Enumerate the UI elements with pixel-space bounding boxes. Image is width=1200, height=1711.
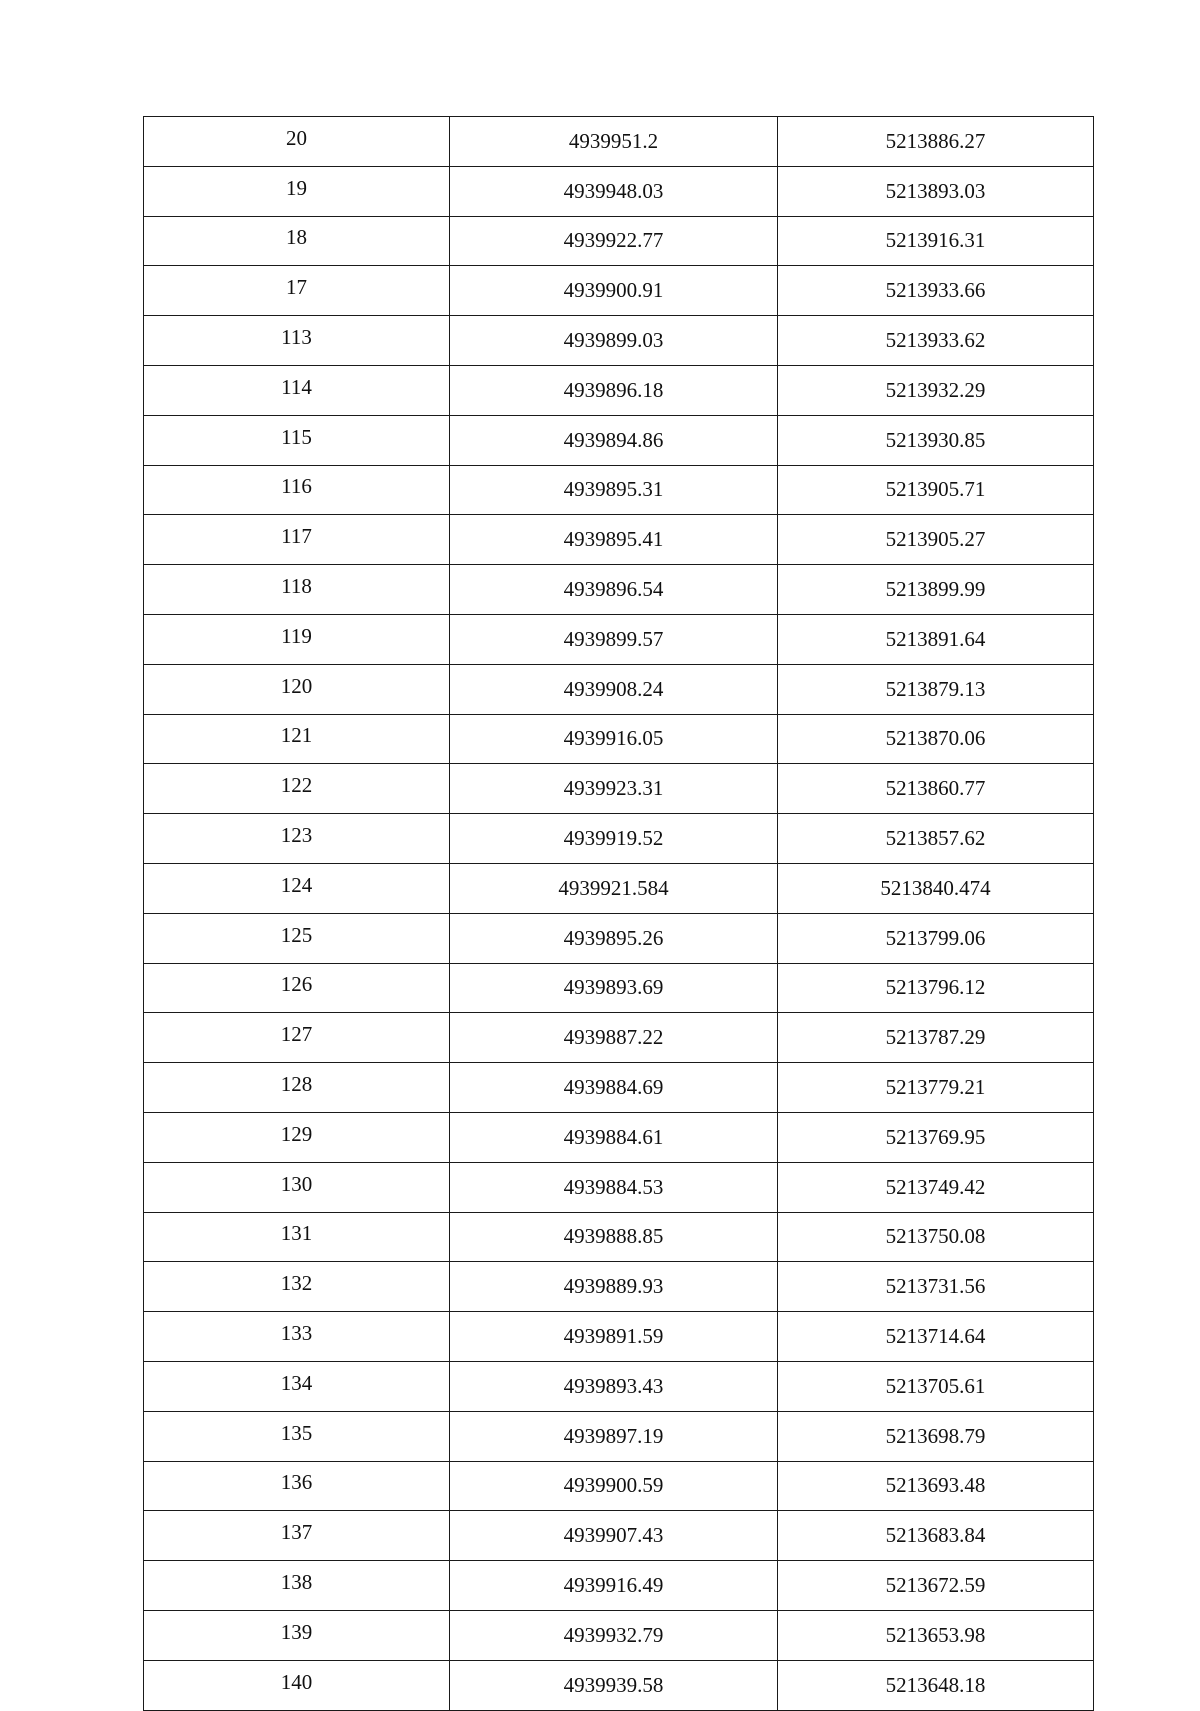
x-coordinate-cell: 4939894.86 — [450, 415, 778, 465]
point-id-cell: 20 — [144, 117, 450, 167]
y-coordinate-cell: 5213796.12 — [778, 963, 1094, 1013]
table-row — [144, 117, 1094, 167]
y-coordinate-cell: 5213905.27 — [778, 515, 1094, 565]
table-row — [144, 1361, 1094, 1411]
x-coordinate-cell: 4939916.49 — [450, 1561, 778, 1611]
x-coordinate-cell: 4939893.43 — [450, 1361, 778, 1411]
point-id-cell: 129 — [144, 1112, 450, 1162]
y-coordinate-cell: 5213860.77 — [778, 764, 1094, 814]
y-coordinate-cell: 5213891.64 — [778, 614, 1094, 664]
table-row — [144, 814, 1094, 864]
table-row — [144, 1262, 1094, 1312]
point-id-cell: 119 — [144, 614, 450, 664]
x-coordinate-cell: 4939884.53 — [450, 1162, 778, 1212]
point-id-cell: 138 — [144, 1561, 450, 1611]
x-coordinate-cell: 4939922.77 — [450, 216, 778, 266]
table-row — [144, 1660, 1094, 1710]
y-coordinate-cell: 5213933.66 — [778, 266, 1094, 316]
point-id-cell: 132 — [144, 1262, 450, 1312]
y-coordinate-cell: 5213714.64 — [778, 1312, 1094, 1362]
x-coordinate-cell: 4939932.79 — [450, 1610, 778, 1660]
x-coordinate-cell: 4939889.93 — [450, 1262, 778, 1312]
x-coordinate-cell: 4939888.85 — [450, 1212, 778, 1262]
x-coordinate-cell: 4939896.54 — [450, 565, 778, 615]
point-id-cell: 123 — [144, 814, 450, 864]
y-coordinate-cell: 5213930.85 — [778, 415, 1094, 465]
y-coordinate-cell: 5213886.27 — [778, 117, 1094, 167]
x-coordinate-cell: 4939895.31 — [450, 465, 778, 515]
table-row — [144, 1411, 1094, 1461]
y-coordinate-cell: 5213899.99 — [778, 565, 1094, 615]
point-id-cell: 133 — [144, 1312, 450, 1362]
table-row — [144, 963, 1094, 1013]
point-id-cell: 17 — [144, 266, 450, 316]
y-coordinate-cell: 5213683.84 — [778, 1511, 1094, 1561]
y-coordinate-cell: 5213840.474 — [778, 863, 1094, 913]
point-id-cell: 139 — [144, 1610, 450, 1660]
y-coordinate-cell: 5213879.13 — [778, 664, 1094, 714]
table-row — [144, 565, 1094, 615]
x-coordinate-cell: 4939887.22 — [450, 1013, 778, 1063]
point-id-cell: 118 — [144, 565, 450, 615]
y-coordinate-cell: 5213698.79 — [778, 1411, 1094, 1461]
x-coordinate-cell: 4939908.24 — [450, 664, 778, 714]
x-coordinate-cell: 4939951.2 — [450, 117, 778, 167]
point-id-cell: 116 — [144, 465, 450, 515]
point-id-cell: 125 — [144, 913, 450, 963]
x-coordinate-cell: 4939884.69 — [450, 1063, 778, 1113]
table-row — [144, 266, 1094, 316]
point-id-cell: 130 — [144, 1162, 450, 1212]
table-row — [144, 365, 1094, 415]
x-coordinate-cell: 4939899.03 — [450, 316, 778, 366]
y-coordinate-cell: 5213932.29 — [778, 365, 1094, 415]
coordinate-table — [143, 116, 1094, 1711]
x-coordinate-cell: 4939948.03 — [450, 166, 778, 216]
x-coordinate-cell: 4939895.26 — [450, 913, 778, 963]
table-row — [144, 1063, 1094, 1113]
x-coordinate-cell: 4939884.61 — [450, 1112, 778, 1162]
y-coordinate-cell: 5213750.08 — [778, 1212, 1094, 1262]
x-coordinate-cell: 4939895.41 — [450, 515, 778, 565]
table-row — [144, 415, 1094, 465]
y-coordinate-cell: 5213916.31 — [778, 216, 1094, 266]
x-coordinate-cell: 4939896.18 — [450, 365, 778, 415]
x-coordinate-cell: 4939900.91 — [450, 266, 778, 316]
y-coordinate-cell: 5213648.18 — [778, 1660, 1094, 1710]
table-row — [144, 465, 1094, 515]
x-coordinate-cell: 4939893.69 — [450, 963, 778, 1013]
y-coordinate-cell: 5213705.61 — [778, 1361, 1094, 1411]
y-coordinate-cell: 5213693.48 — [778, 1461, 1094, 1511]
table-row — [144, 166, 1094, 216]
point-id-cell: 19 — [144, 166, 450, 216]
point-id-cell: 135 — [144, 1411, 450, 1461]
x-coordinate-cell: 4939891.59 — [450, 1312, 778, 1362]
table-row — [144, 1610, 1094, 1660]
x-coordinate-cell: 4939921.584 — [450, 863, 778, 913]
point-id-cell: 127 — [144, 1013, 450, 1063]
table-row — [144, 1312, 1094, 1362]
table-row — [144, 614, 1094, 664]
table-row — [144, 764, 1094, 814]
point-id-cell: 117 — [144, 515, 450, 565]
x-coordinate-cell: 4939897.19 — [450, 1411, 778, 1461]
table-row — [144, 1461, 1094, 1511]
y-coordinate-cell: 5213905.71 — [778, 465, 1094, 515]
y-coordinate-cell: 5213799.06 — [778, 913, 1094, 963]
point-id-cell: 134 — [144, 1361, 450, 1411]
point-id-cell: 120 — [144, 664, 450, 714]
point-id-cell: 140 — [144, 1660, 450, 1710]
y-coordinate-cell: 5213857.62 — [778, 814, 1094, 864]
x-coordinate-cell: 4939900.59 — [450, 1461, 778, 1511]
point-id-cell: 137 — [144, 1511, 450, 1561]
x-coordinate-cell: 4939919.52 — [450, 814, 778, 864]
point-id-cell: 131 — [144, 1212, 450, 1262]
table-row — [144, 714, 1094, 764]
y-coordinate-cell: 5213787.29 — [778, 1013, 1094, 1063]
table-row — [144, 1013, 1094, 1063]
table-row — [144, 1212, 1094, 1262]
point-id-cell: 18 — [144, 216, 450, 266]
table-row — [144, 515, 1094, 565]
table-row — [144, 863, 1094, 913]
point-id-cell: 136 — [144, 1461, 450, 1511]
point-id-cell: 121 — [144, 714, 450, 764]
x-coordinate-cell: 4939939.58 — [450, 1660, 778, 1710]
y-coordinate-cell: 5213870.06 — [778, 714, 1094, 764]
point-id-cell: 126 — [144, 963, 450, 1013]
point-id-cell: 113 — [144, 316, 450, 366]
y-coordinate-cell: 5213653.98 — [778, 1610, 1094, 1660]
x-coordinate-cell: 4939923.31 — [450, 764, 778, 814]
y-coordinate-cell: 5213893.03 — [778, 166, 1094, 216]
y-coordinate-cell: 5213672.59 — [778, 1561, 1094, 1611]
table-row — [144, 913, 1094, 963]
table-row — [144, 216, 1094, 266]
x-coordinate-cell: 4939907.43 — [450, 1511, 778, 1561]
point-id-cell: 122 — [144, 764, 450, 814]
table-row — [144, 316, 1094, 366]
y-coordinate-cell: 5213731.56 — [778, 1262, 1094, 1312]
y-coordinate-cell: 5213933.62 — [778, 316, 1094, 366]
table-row — [144, 1511, 1094, 1561]
table-row — [144, 1561, 1094, 1611]
table-row — [144, 664, 1094, 714]
point-id-cell: 115 — [144, 415, 450, 465]
y-coordinate-cell: 5213779.21 — [778, 1063, 1094, 1113]
y-coordinate-cell: 5213749.42 — [778, 1162, 1094, 1212]
y-coordinate-cell: 5213769.95 — [778, 1112, 1094, 1162]
table-body — [144, 117, 1094, 1711]
point-id-cell: 124 — [144, 863, 450, 913]
x-coordinate-cell: 4939899.57 — [450, 614, 778, 664]
table-row — [144, 1112, 1094, 1162]
x-coordinate-cell: 4939916.05 — [450, 714, 778, 764]
table-row — [144, 1162, 1094, 1212]
point-id-cell: 128 — [144, 1063, 450, 1113]
point-id-cell: 114 — [144, 365, 450, 415]
